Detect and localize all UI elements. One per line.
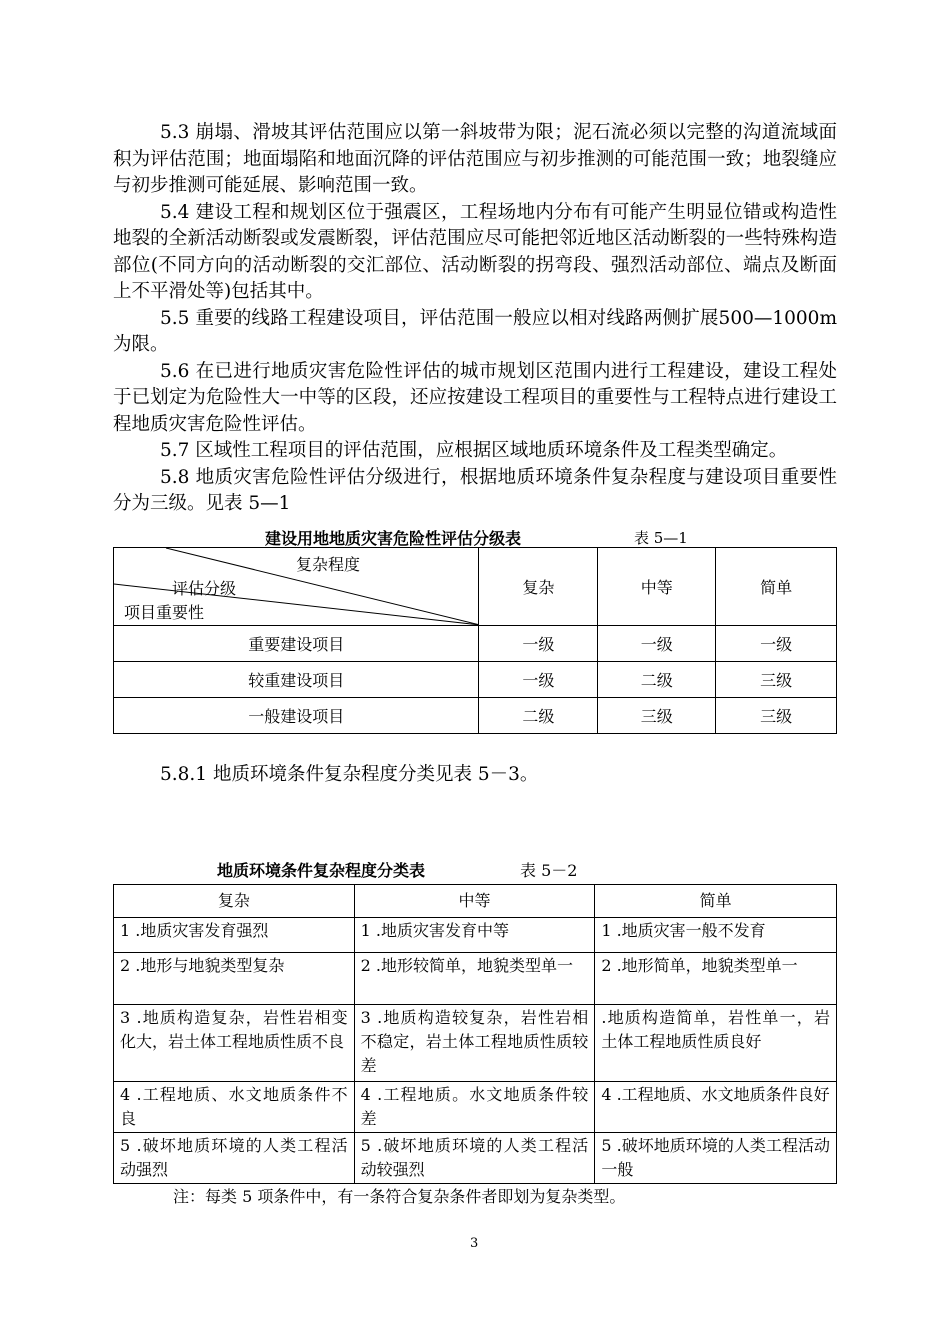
table1-number: 表 5—1 (634, 529, 688, 547)
table2-cell: 1 .地质灾害一般不发育 (595, 918, 837, 953)
table1-row-label: 一般建设项目 (114, 698, 479, 734)
table1-cell: 一级 (479, 626, 598, 662)
table2-cell: 4 .工程地质、水文地质条件良好 (595, 1082, 837, 1133)
table2-col-header: 简单 (595, 885, 837, 918)
paragraph-5-4: 5.4 建设工程和规划区位于强震区，工程场地内分布有可能产生明显位错或构造性地裂的全新活动断裂或发震断裂，评估范围应尽可能把邻近地区活动断裂的一些特殊构造部位(不同方向的活动断裂的交汇部位、活动断裂的拐弯段、强烈活动部位、端点及断面上不平滑处等)包括其中。 (113, 201, 837, 302)
table1-grading (113, 547, 837, 734)
table1-row (114, 698, 837, 734)
table2-complexity (113, 884, 837, 1184)
table2-row (114, 953, 837, 1005)
table1-col-header: 中等 (598, 548, 716, 626)
table1-col-header: 复杂 (479, 548, 598, 626)
body-text (113, 120, 837, 518)
table2-cell: 2 .地形较简单，地貌类型单一 (354, 953, 595, 1005)
table1-col-header: 简单 (716, 548, 837, 626)
table1-cell: 三级 (598, 698, 716, 734)
table2-cell: 5 .破坏地质环境的人类工程活动较强烈 (354, 1133, 595, 1184)
table2-row (114, 1005, 837, 1082)
corner-complexity: 复杂程度 (296, 555, 361, 574)
table1-cell: 一级 (716, 626, 837, 662)
corner-grading: 评估分级 (172, 579, 237, 598)
paragraph-5-5: 5.5 重要的线路工程建设项目，评估范围一般应以相对线路两侧扩展500—1000m 为限。 (113, 307, 837, 355)
table2-col-header: 复杂 (114, 885, 355, 918)
corner-importance: 项目重要性 (124, 603, 205, 622)
table1-cell: 三级 (716, 698, 837, 734)
table1-header-row (114, 548, 837, 626)
table1-cell: 一级 (598, 626, 716, 662)
table2-col-header: 中等 (354, 885, 595, 918)
page-number: 3 (470, 1236, 479, 1251)
table2-caption (113, 858, 837, 878)
table1-cell: 二级 (598, 662, 716, 698)
table1-cell: 三级 (716, 662, 837, 698)
table1-title: 建设用地地质灾害危险性评估分级表 (265, 529, 522, 548)
paragraph-5-8: 5.8 地质灾害危险性评估分级进行，根据地质环境条件复杂程度与建设项目重要性分为三级。见表 5—1 (113, 466, 837, 514)
paragraph-5-6: 5.6 在已进行地质灾害危险性评估的城市规划区范围内进行工程建设，建设工程处于已划定为危险性大一中等的区段，还应按建设工程项目的重要性与工程特点进行建设工程地质灾害危险性评估。 (113, 360, 837, 435)
table2-cell: 3 .地质构造复杂，岩性岩相变化大，岩土体工程地质性质不良 (114, 1005, 355, 1082)
table1-corner-cell (114, 548, 479, 626)
table2-cell: 2 .地形与地貌类型复杂 (114, 953, 355, 1005)
paragraph-5-3: 5.3 崩塌、滑坡其评估范围应以第一斜坡带为限；泥石流必须以完整的沟道流域面积为评估范围；地面塌陷和地面沉降的评估范围应与初步推测的可能范围一致；地裂缝应与初步推测可能延展、影响范围一致。 (113, 122, 837, 196)
table2-cell: 4 .工程地质、水文地质条件不良 (114, 1082, 355, 1133)
table2-title: 地质环境条件复杂程度分类表 (217, 861, 426, 880)
table2-row (114, 1133, 837, 1184)
table1-cell: 二级 (479, 698, 598, 734)
table2-cell: 4 .工程地质。水文地质条件较差 (354, 1082, 595, 1133)
paragraph-5-8-1: 5.8.1 地质环境条件复杂程度分类见表 5－3。 (160, 764, 539, 785)
table2-cell: 2 .地形简单，地貌类型单一 (595, 953, 837, 1005)
table2-cell: 3 .地质构造较复杂，岩性岩相不稳定，岩土体工程地质性质较差 (354, 1005, 595, 1082)
table2-cell: 5 .破坏地质环境的人类工程活动一般 (595, 1133, 837, 1184)
table2-cell: .地质构造简单，岩性单一，岩土体工程地质性质良好 (595, 1005, 837, 1082)
table1-row (114, 662, 837, 698)
table1-row-label: 较重建设项目 (114, 662, 479, 698)
table2-header-row (114, 885, 837, 918)
table1-caption (113, 526, 837, 546)
table2-note: 注：每类 5 项条件中，有一条符合复杂条件者即划为复杂类型。 (173, 1187, 626, 1206)
table2-cell: 5 .破坏地质环境的人类工程活动强烈 (114, 1133, 355, 1184)
table2-cell: 1 .地质灾害发育强烈 (114, 918, 355, 953)
paragraph-5-7: 5.7 区域性工程项目的评估范围，应根据区域地质环境条件及工程类型确定。 (160, 440, 788, 461)
table1-cell: 一级 (479, 662, 598, 698)
table2-number: 表 5－2 (520, 861, 578, 880)
table2-row (114, 918, 837, 953)
table1-row-label: 重要建设项目 (114, 626, 479, 662)
table2-cell: 1 .地质灾害发育中等 (354, 918, 595, 953)
table1-row (114, 626, 837, 662)
table2-row (114, 1082, 837, 1133)
